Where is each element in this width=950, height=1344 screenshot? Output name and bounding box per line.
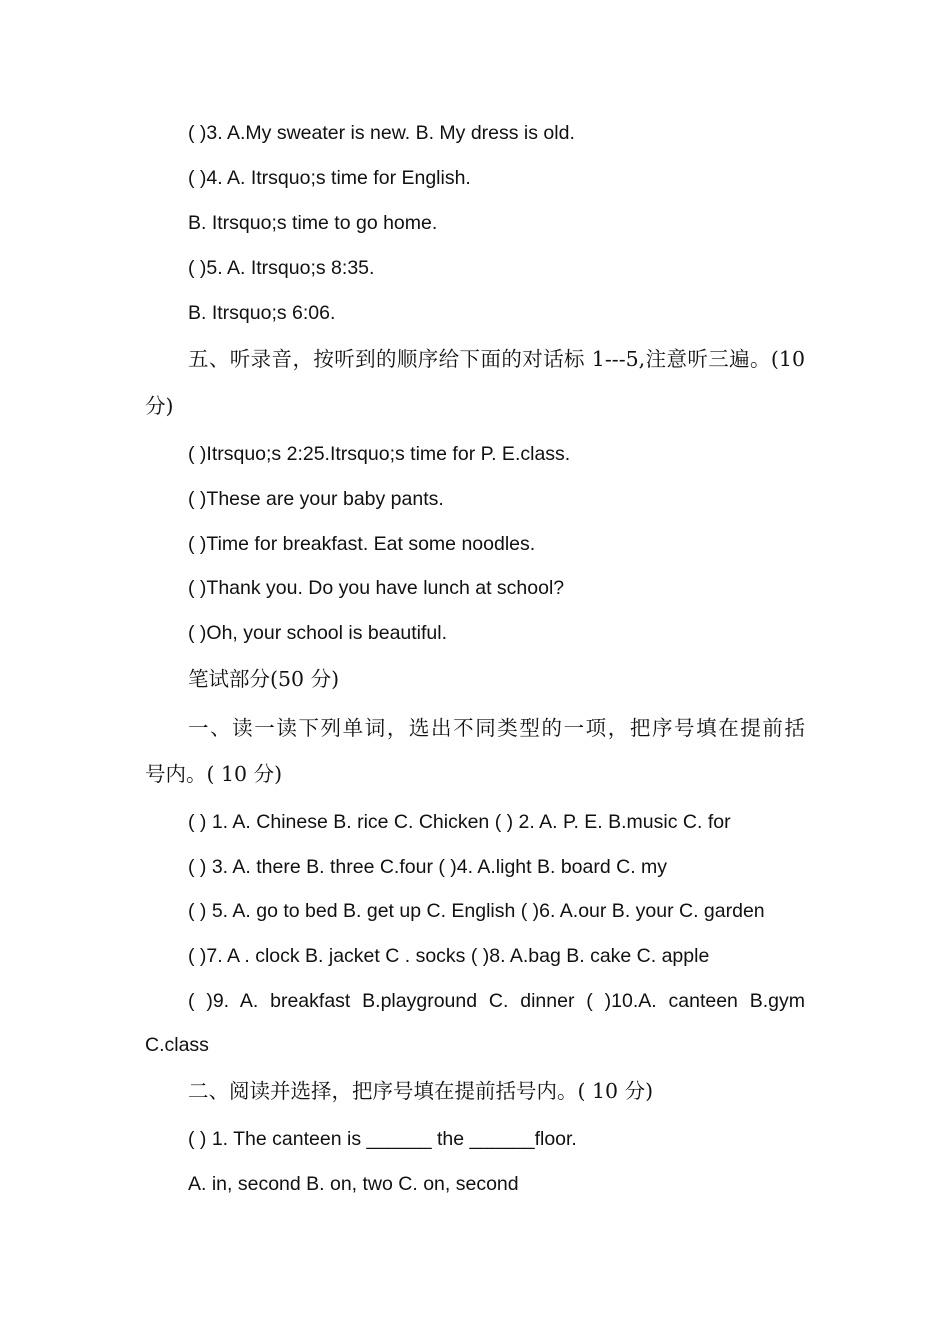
word-choice-row-5-continued: C.class — [145, 1034, 209, 1056]
dialogue-item-5: ( )Oh, your school is beautiful. — [188, 622, 448, 644]
section-one-heading-continued: 号内。( 10 分) — [145, 762, 283, 786]
word-choice-row-3: ( ) 5. A. go to bed B. get up C. English ( )6. A.our B. your C. garden — [188, 900, 765, 922]
dialogue-item-3: ( )Time for breakfast. Eat some noodles. — [188, 533, 536, 555]
dialogue-item-1: ( )Itrsquo;s 2:25.Itrsquo;s time for P. E.class. — [188, 443, 571, 465]
word-choice-row-1: ( ) 1. A. Chinese B. rice C. Chicken ( ) 2. A. P. E. B.music C. for — [188, 811, 731, 833]
section-five-heading-continued: 分) — [145, 394, 174, 418]
word-choice-row-2: ( ) 3. A. there B. three C.four ( )4. A.light B. board C. my — [188, 856, 668, 878]
listening-item-3: ( )3. A.My sweater is new. B. My dress is old. — [188, 122, 575, 144]
listening-item-5-option-b: B. Itrsquo;s 6:06. — [188, 302, 336, 324]
section-two-heading: 二、阅读并选择，把序号填在提前括号内。( 10 分) — [188, 1079, 654, 1103]
dialogue-item-4: ( )Thank you. Do you have lunch at school? — [188, 577, 565, 599]
written-part-heading: 笔试部分(50 分) — [188, 667, 340, 691]
word-choice-row-5: ( )9. A. breakfast B.playground C. dinner ( )10.A. canteen B.gym — [188, 990, 805, 1012]
reading-question-1: ( ) 1. The canteen is ______ the ______floor. — [188, 1128, 577, 1150]
section-five-heading: 五、听录音，按听到的顺序给下面的对话标 1---5,注意听三遍。(10 — [188, 347, 805, 371]
reading-question-1-options: A. in, second B. on, two C. on, second — [188, 1173, 519, 1195]
section-one-heading: 一、读一读下列单词，选出不同类型的一项，把序号填在提前括 — [188, 716, 805, 740]
listening-item-4-option-b: B. Itrsquo;s time to go home. — [188, 212, 438, 234]
word-choice-row-4: ( )7. A . clock B. jacket C . socks ( )8. A.bag B. cake C. apple — [188, 945, 710, 967]
listening-item-4-option-a: ( )4. A. Itrsquo;s time for English. — [188, 167, 471, 189]
dialogue-item-2: ( )These are your baby pants. — [188, 488, 444, 510]
listening-item-5-option-a: ( )5. A. Itrsquo;s 8:35. — [188, 257, 375, 279]
